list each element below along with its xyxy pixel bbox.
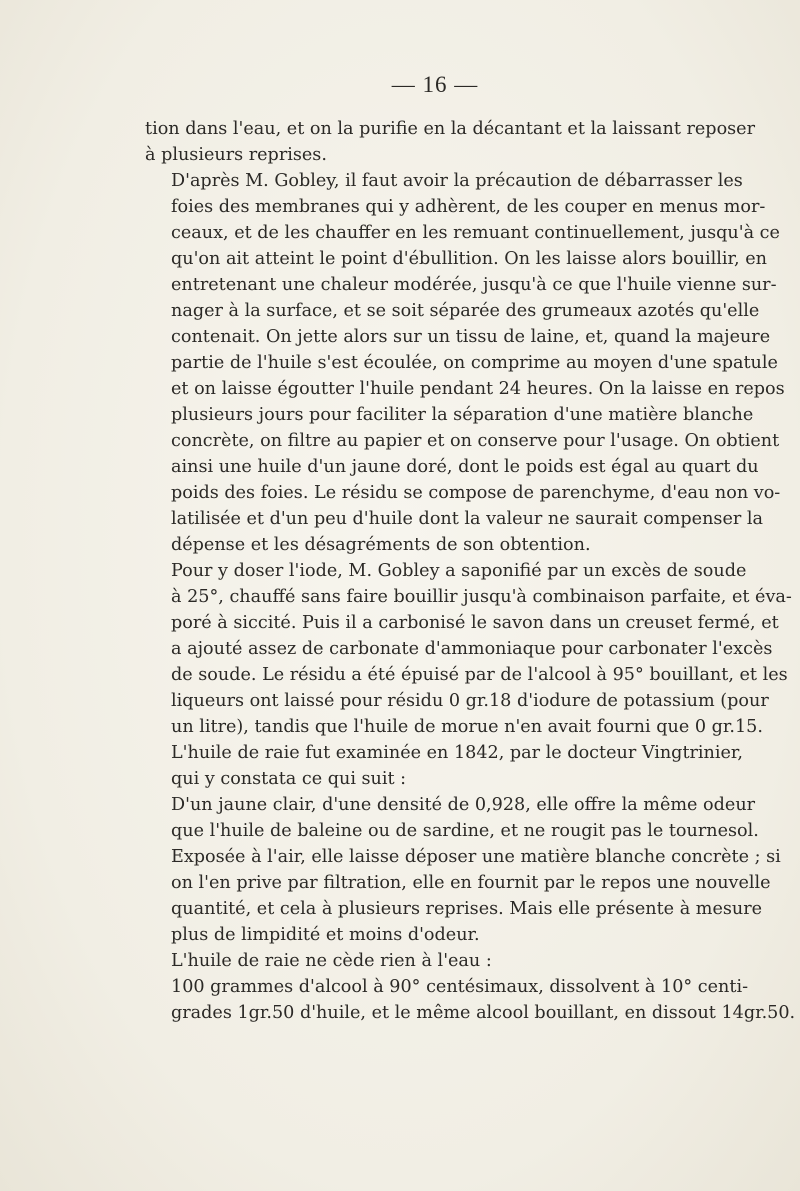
text-line: qu'on ait atteint le point d'ébullition. On les laisse alors bouillir, en [171, 249, 767, 269]
text-line: ceaux, et de les chauffer en les remuant continuellement, jusqu'à ce [171, 223, 780, 243]
text-line: de soude. Le résidu a été épuisé par de l'alcool à 95° bouillant, et les [171, 665, 788, 685]
text-line: à plusieurs reprises. [145, 145, 327, 165]
paragraph [145, 792, 781, 948]
text-line: qui y constata ce qui suit : [171, 769, 407, 789]
text-line: concrète, on filtre au papier et on conserve pour l'usage. On obtient [171, 431, 780, 451]
text-line: quantité, et cela à plusieurs reprises. Mais elle présente à mesure [171, 899, 763, 919]
text-line: partie de l'huile s'est écoulée, on comprime au moyen d'une spatule [171, 353, 778, 373]
text-line: grades 1gr.50 d'huile, et le même alcool bouillant, en dissout 14gr.50. [171, 1003, 796, 1023]
text-line: on l'en prive par filtration, elle en fournit par le repos une nouvelle [171, 873, 771, 893]
text-line: entretenant une chaleur modérée, jusqu'à ce que l'huile vienne sur- [171, 275, 777, 295]
text-line: dépense et les désagréments de son obtention. [171, 535, 591, 555]
page-number: — 16 — [391, 72, 479, 97]
text-line: plusieurs jours pour faciliter la séparation d'une matière blanche [171, 405, 754, 425]
text-line: poré à siccité. Puis il a carbonisé le savon dans un creuset fermé, et [171, 613, 779, 633]
text-line: que l'huile de baleine ou de sardine, et ne rougit pas le tournesol. [171, 821, 759, 841]
text-line: plus de limpidité et moins d'odeur. [171, 925, 480, 945]
text-line: nager à la surface, et se soit séparée des grumeaux azotés qu'elle [171, 301, 760, 321]
text-line: et on laisse égoutter l'huile pendant 24 heures. On la laisse en repos [171, 379, 785, 399]
text-line: foies des membranes qui y adhèrent, de les couper en menus mor- [171, 197, 766, 217]
paragraph [145, 558, 792, 740]
text-line: contenait. On jette alors sur un tissu de laine, et, quand la majeure [171, 327, 771, 347]
text-line: L'huile de raie ne cède rien à l'eau : [171, 951, 492, 971]
body-text [145, 116, 796, 1026]
text-line: L'huile de raie fut examinée en 1842, par le docteur Vingtrinier, [171, 743, 743, 763]
text-line: D'après M. Gobley, il faut avoir la précaution de débarrasser les [171, 171, 743, 191]
paragraph [145, 740, 743, 792]
paragraph [145, 116, 756, 168]
text-line: a ajouté assez de carbonate d'ammoniaque pour carbonater l'excès [171, 639, 773, 659]
text-line: latilisée et d'un peu d'huile dont la valeur ne saurait compenser la [171, 509, 763, 529]
paragraph [145, 974, 796, 1026]
text-line: D'un jaune clair, d'une densité de 0,928, elle offre la même odeur [171, 795, 756, 815]
paragraph [145, 168, 785, 558]
paragraph [145, 948, 727, 974]
text-line: liqueurs ont laissé pour résidu 0 gr.18 d'iodure de potassium (pour [171, 691, 769, 711]
text-line: 100 grammes d'alcool à 90° centésimaux, dissolvent à 10° centi- [171, 977, 749, 997]
text-line: Pour y doser l'iode, M. Gobley a saponifié par un excès de soude [171, 561, 747, 581]
text-line: poids des foies. Le résidu se compose de parenchyme, d'eau non vo- [171, 483, 781, 503]
text-line: Exposée à l'air, elle laisse déposer une matière blanche concrète ; si [171, 847, 781, 867]
text-line: tion dans l'eau, et on la purifie en la décantant et la laissant reposer [145, 119, 756, 139]
text-line: ainsi une huile d'un jaune doré, dont le poids est égal au quart du [171, 457, 759, 477]
text-line: un litre), tandis que l'huile de morue n'en avait fourni que 0 gr.15. [171, 717, 763, 737]
text-line: à 25°, chauffé sans faire bouillir jusqu'à combinaison parfaite, et éva- [171, 587, 792, 607]
